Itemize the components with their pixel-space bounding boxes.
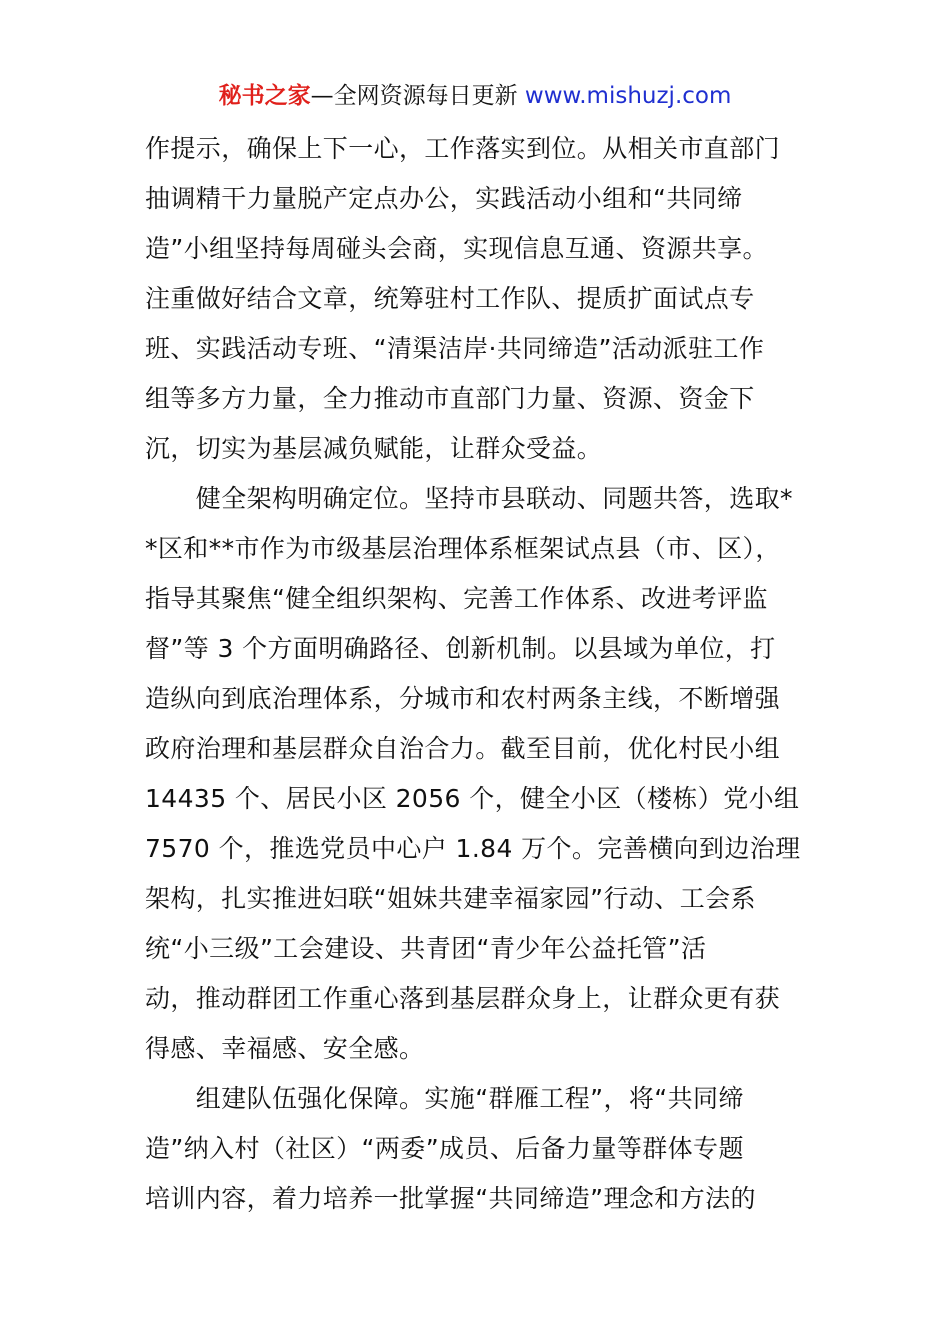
body-text — [145, 124, 810, 1224]
text-line: 注重做好结合文章，统筹驻村工作队、提质扩面试点专 — [145, 284, 755, 313]
site-url: www.mishuzj.com — [524, 83, 732, 109]
text-line: 造”纳入村（社区）“两委”成员、后备力量等群体专题 — [145, 1134, 744, 1163]
text-line: 指导其聚焦“健全组织架构、完善工作体系、改进考评监 — [145, 584, 768, 613]
text-line: 抽调精干力量脱产定点办公，实践活动小组和“共同缔 — [145, 184, 743, 213]
site-header — [0, 80, 950, 112]
text-line: 组等多方力量，全力推动市直部门力量、资源、资金下 — [145, 384, 755, 413]
text-line: 组建队伍强化保障。实施“群雁工程”，将“共同缔 — [145, 1084, 744, 1113]
text-line: 14435 个、居民小区 2056 个，健全小区（楼栋）党小组 — [145, 784, 800, 813]
text-line: 得感、幸福感、安全感。 — [145, 1034, 425, 1063]
text-line: 造纵向到底治理体系，分城市和农村两条主线，不断增强 — [145, 684, 781, 713]
text-line: 政府治理和基层群众自治合力。截至目前，优化村民小组 — [145, 734, 781, 763]
text-line: 督”等 3 个方面明确路径、创新机制。以县域为单位，打 — [145, 634, 776, 663]
text-line: *区和**市作为市级基层治理体系框架试点县（市、区）， — [145, 534, 781, 563]
text-line: 架构，扎实推进妇联“姐妹共建幸福家园”行动、工会系 — [145, 884, 756, 913]
header-tagline: —全网资源每日更新 — [310, 83, 518, 109]
text-line: 沉，切实为基层减负赋能，让群众受益。 — [145, 434, 603, 463]
text-line: 作提示，确保上下一心，工作落实到位。从相关市直部门 — [145, 134, 781, 163]
text-line: 健全架构明确定位。坚持市县联动、同题共答，选取* — [145, 484, 793, 513]
text-line: 班、实践活动专班、“清渠洁岸·共同缔造”活动派驻工作 — [145, 334, 765, 363]
text-line: 7570 个，推选党员中心户 1.84 万个。完善横向到边治理 — [145, 834, 801, 863]
brand-name: 秘书之家 — [218, 83, 311, 109]
text-line: 培训内容，着力培养一批掌握“共同缔造”理念和方法的 — [145, 1184, 756, 1213]
text-line: 统“小三级”工会建设、共青团“青少年公益托管”活 — [145, 934, 707, 963]
text-line: 动，推动群团工作重心落到基层群众身上，让群众更有获 — [145, 984, 781, 1013]
text-line: 造”小组坚持每周碰头会商，实现信息互通、资源共享。 — [145, 234, 768, 263]
